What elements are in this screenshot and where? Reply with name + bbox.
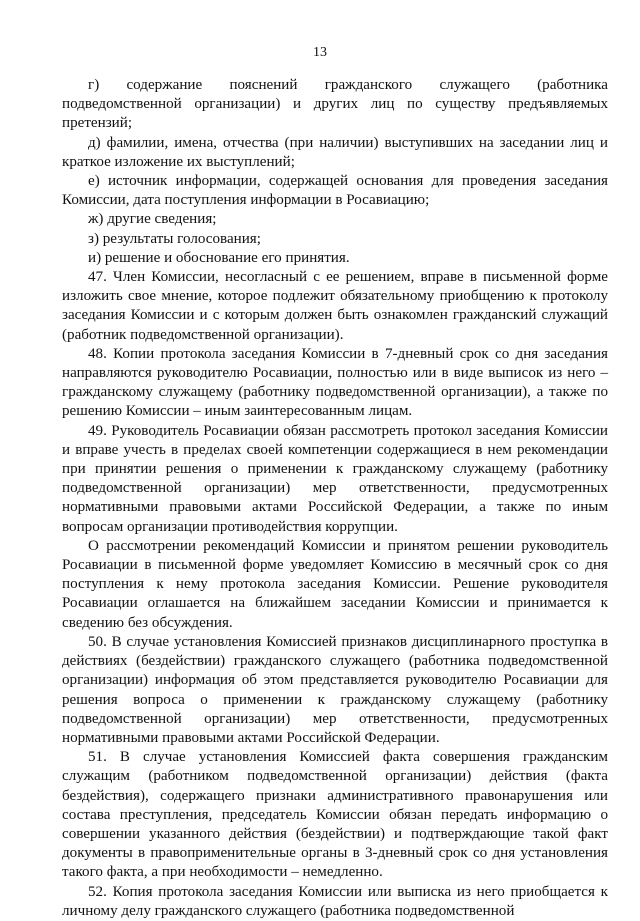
- paragraph-48: 48. Копии протокола заседания Комиссии в 7-дневный срок со дня заседания направляются руководителю Росавиации, полностью или в виде выписок из него – гражданскому служащему (работнику подведомственной организации), а также по решению Комиссии – иным заинтересованным лицам.: [62, 345, 608, 420]
- paragraph-item-g: г) содержание пояснений гражданского служащего (работника подведомственной организации) и других лиц по существу предъявляемых претензий;: [62, 77, 608, 132]
- paragraph-47: 47. Член Комиссии, несогласный с ее решением, вправе в письменной форме изложить свое мнение, которое подлежит обязательному приобщению к протоколу заседания Комиссии и с которым должен быть ознакомлен гражданский служащий (работник подведомственной организации).: [62, 269, 608, 343]
- paragraph-51: 51. В случае установления Комиссией факта совершения гражданским служащим (работником подведомственной организации) действия (факта бездействия), содержащего признаки административного правонарушения или состава преступления, председатель Комиссии обязан передать информацию о совершении указанного действия (бездействии) и подтверждающие такой факт документы в правоприменительные органы в 3-дневный срок со дня установления такого факта, а при необходимости – немедленно.: [62, 749, 608, 881]
- paragraph-item-zh: ж) другие сведения;: [88, 211, 217, 228]
- paragraph-49: 49. Руководитель Росавиации обязан рассмотреть протокол заседания Комиссии и вправе учесть в пределах своей компетенции содержащиеся в нем рекомендации при принятии решения о применении к гражданскому служащему (работнику подведомственной организации) мер ответственности, предусмотренных нормативными правовыми актами Российской Федерации, а также по иным вопросам организации противодействия коррупции.: [62, 422, 608, 535]
- paragraph-50: 50. В случае установления Комиссией признаков дисциплинарного проступка в действиях (бездействии) гражданского служащего (работника подведомственной организации) информация об этом представляется руководителю Росавиации для решения вопроса о применении к гражданскому служащему (работнику подведомственной организации) мер ответственности, предусмотренных нормативными правовыми актами Российской Федерации.: [62, 633, 608, 746]
- paragraph-52: 52. Копия протокола заседания Комиссии или выписка из него приобщается к личному делу гражданского служащего (работника подведомственной: [62, 883, 608, 919]
- paragraph-item-d: д) фамилии, имена, отчества (при наличии) выступивших на заседании лиц и краткое изложение их выступлений;: [62, 134, 608, 170]
- page-number: 13: [313, 45, 327, 60]
- paragraph-item-z: з) результаты голосования;: [88, 230, 261, 247]
- paragraph-item-e: е) источник информации, содержащей основания для проведения заседания Комиссии, дата поступления информации в Росавиацию;: [62, 173, 608, 209]
- document-body: [62, 76, 608, 921]
- paragraph-49-continued: О рассмотрении рекомендаций Комиссии и принятом решении руководитель Росавиации в письменной форме уведомляет Комиссию в месячный срок со дня поступления к нему протокола заседания Комиссии. Решение руководителя Росавиации оглашается на ближайшем заседании Комиссии и принимается к сведению без обсуждения.: [62, 537, 608, 631]
- paragraph-item-i: и) решение и обоснование его принятия.: [88, 249, 350, 266]
